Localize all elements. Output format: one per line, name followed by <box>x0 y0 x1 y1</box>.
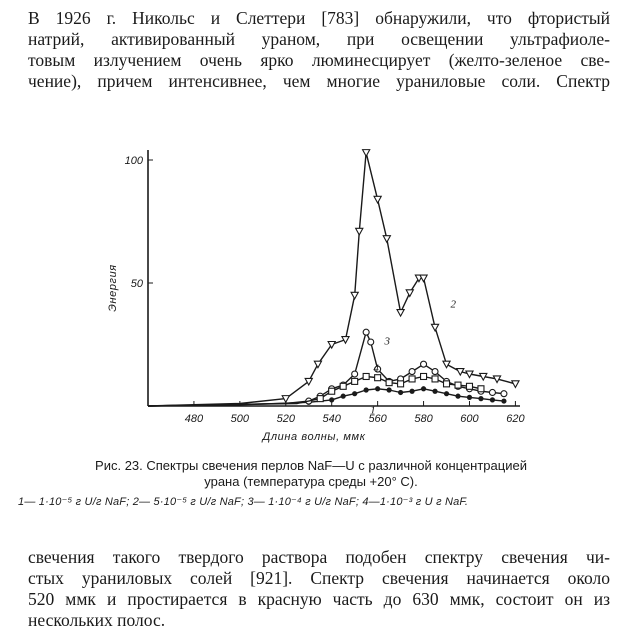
series-line-2 <box>148 153 515 406</box>
figure-caption <box>0 458 622 490</box>
data-point <box>368 339 374 345</box>
data-point <box>466 383 472 389</box>
x-tick-label: 620 <box>506 413 525 425</box>
data-point <box>363 373 369 379</box>
data-point <box>443 361 450 368</box>
data-point <box>398 390 403 395</box>
data-point <box>421 373 427 379</box>
data-point <box>375 375 381 381</box>
data-point <box>421 361 427 367</box>
data-point <box>409 376 415 382</box>
series-line-1 <box>148 389 504 406</box>
data-point <box>363 329 369 335</box>
x-tick-label: 560 <box>368 413 387 425</box>
data-point <box>467 395 472 400</box>
x-tick-label: 580 <box>414 413 433 425</box>
data-point <box>421 386 426 391</box>
chart-series <box>148 150 519 406</box>
data-point <box>489 389 495 395</box>
data-point <box>444 381 450 387</box>
data-point <box>490 397 495 402</box>
data-point <box>351 292 358 299</box>
series-label: 4 <box>373 362 379 375</box>
x-tick-label: 480 <box>184 413 204 425</box>
data-point <box>329 388 335 394</box>
data-point <box>317 396 323 402</box>
data-point <box>375 386 380 391</box>
y-tick-label: 50 <box>130 278 143 290</box>
data-point <box>340 383 346 389</box>
data-point <box>386 380 392 386</box>
y-axis-title: Энергия <box>107 264 119 312</box>
data-point <box>364 387 369 392</box>
y-tick-label: 100 <box>124 155 143 167</box>
data-point <box>455 394 460 399</box>
caption-line-1: Рис. 23. Спектры свечения перлов NaF—U с различной концентрацией <box>95 458 527 473</box>
text-line: стых ураниловых солей [921]. Спектр свечения начинается около <box>28 568 610 588</box>
caption-line-2: урана (температура среды +20° С). <box>204 474 418 489</box>
data-point <box>387 387 392 392</box>
data-point <box>352 378 358 384</box>
x-tick-label: 540 <box>322 413 341 425</box>
paragraph-bottom <box>28 547 610 631</box>
data-point <box>501 391 507 397</box>
x-tick-label: 520 <box>276 413 295 425</box>
x-tick-label: 500 <box>230 413 250 425</box>
series-label: 3 <box>384 335 391 348</box>
data-point <box>374 196 381 203</box>
data-point <box>409 389 414 394</box>
data-point <box>341 394 346 399</box>
caption-legend: 1— 1·10⁻⁵ г U/г NaF; 2— 5·10⁻⁵ г U/г NaF; 3— 1·10⁻⁴ г U/г NaF; 4—1·10⁻³ г U г NaF. <box>18 496 469 508</box>
data-point <box>383 236 390 243</box>
data-point <box>356 228 363 235</box>
x-tick-label: 600 <box>460 413 479 425</box>
data-point <box>398 381 404 387</box>
text-line: товым излучением очень ярко люминесцирует (желто-зеленое све- <box>28 50 610 70</box>
data-point <box>432 369 438 375</box>
data-point <box>314 361 321 368</box>
data-point <box>501 398 506 403</box>
data-point <box>409 369 415 375</box>
data-point <box>363 150 370 157</box>
data-point <box>397 310 404 317</box>
data-point <box>444 391 449 396</box>
x-axis-title: Длина волны, ммк <box>262 431 366 443</box>
series-label: 1 <box>370 404 376 417</box>
data-point <box>329 397 334 402</box>
data-point <box>478 386 484 392</box>
chart-axes <box>148 150 520 406</box>
text-line: натрий, активированный ураном, при освещении ультрафиоле- <box>28 29 610 49</box>
data-point <box>431 324 438 331</box>
data-point <box>432 389 437 394</box>
text-line: чение), причем интенсивнее, чем многие ураниловые соли. Спектр <box>28 71 610 91</box>
text-line: свечения такого твердого раствора подобен спектру свечения чи- <box>28 547 610 567</box>
text-line: В 1926 г. Никольс и Слеттери [783] обнаружили, что фтористый <box>28 8 610 28</box>
data-point <box>432 376 438 382</box>
data-point <box>455 382 461 388</box>
data-point <box>352 371 358 377</box>
text-line: 520 ммк и простирается в красную часть до 630 ммк, состоит он из <box>28 589 610 609</box>
data-point <box>478 396 483 401</box>
data-point <box>512 381 519 388</box>
series-label: 2 <box>450 298 457 311</box>
text-line: нескольких полос. <box>28 610 166 630</box>
data-point <box>352 391 357 396</box>
data-point <box>406 290 413 297</box>
